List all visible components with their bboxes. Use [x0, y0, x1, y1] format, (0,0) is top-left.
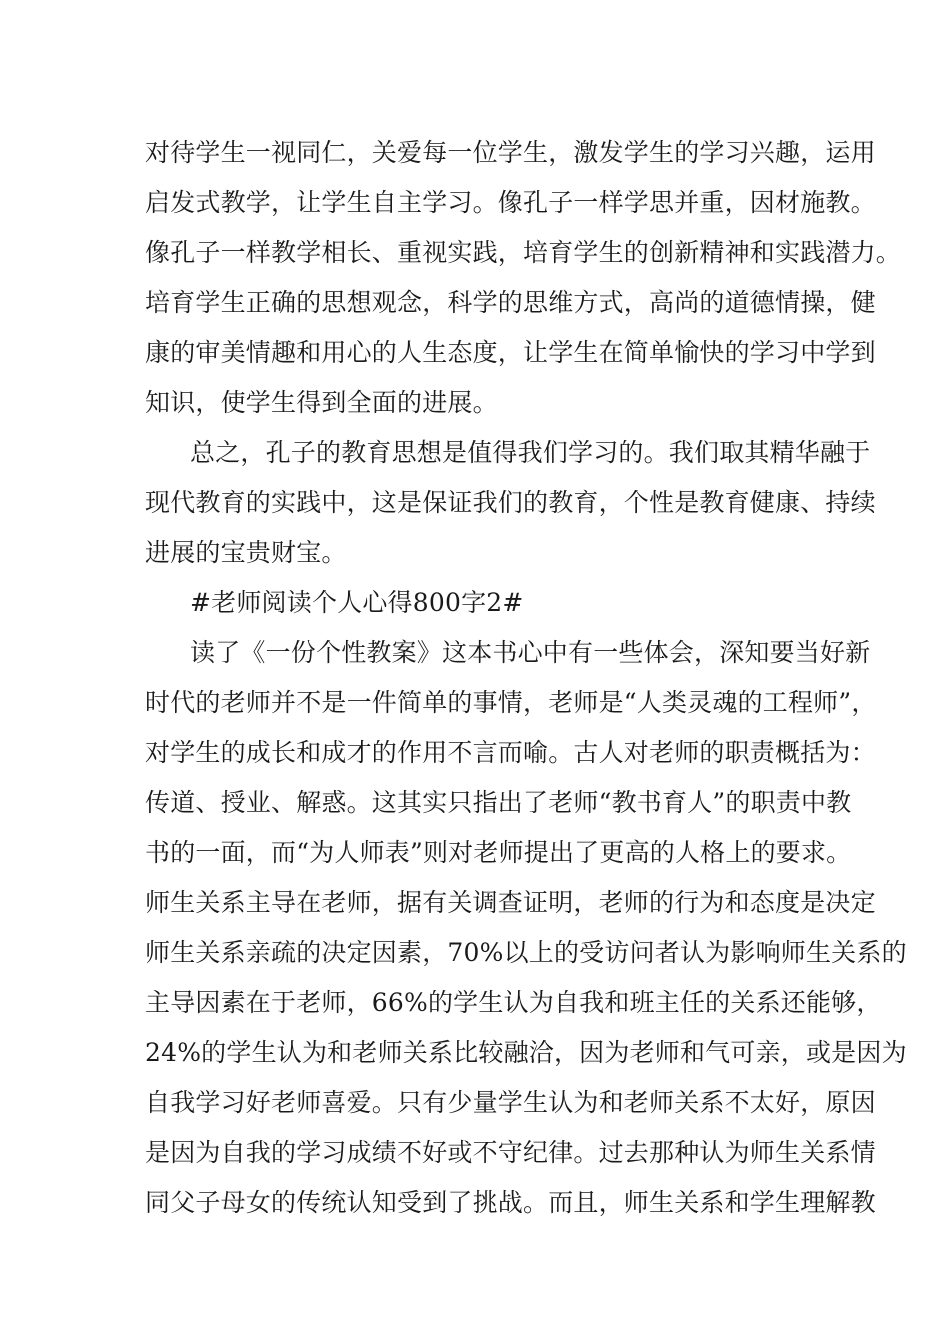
text-line: 像孔子一样教学相长、重视实践，培育学生的创新精神和实践潜力。 [145, 238, 902, 267]
text-line: 师生关系主导在老师，据有关调查证明，老师的行为和态度是决定 [145, 888, 876, 917]
text-line: 书的一面，而“为人师表”则对老师提出了更高的人格上的要求。 [145, 838, 852, 867]
text-line: 进展的宝贵财宝。 [145, 538, 347, 567]
text-line: 是因为自我的学习成绩不好或不守纪律。过去那种认为师生关系情 [145, 1138, 876, 1167]
text-line: 知识，使学生得到全面的进展。 [145, 388, 498, 417]
text-line: 主导因素在于老师，66%的学生认为自我和班主任的关系还能够， [145, 988, 882, 1017]
text-line: 培育学生正确的思想观念，科学的思维方式，高尚的道德情操，健 [145, 288, 876, 317]
text-line: 自我学习好老师喜爱。只有少量学生认为和老师关系不太好，原因 [145, 1088, 876, 1117]
text-line: 传道、授业、解惑。这其实只指出了老师“教书育人”的职责中教 [145, 788, 852, 817]
text-line: 现代教育的实践中，这是保证我们的教育，个性是教育健康、持续 [145, 488, 876, 517]
text-line: 对学生的成长和成才的作用不言而喻。古人对老师的职责概括为： [145, 738, 876, 767]
section-heading: #老师阅读个人心得800字2# [190, 588, 524, 617]
text-line: 24%的学生认为和老师关系比较融洽，因为老师和气可亲，或是因为 [145, 1038, 907, 1067]
text-line: 师生关系亲疏的决定因素，70%以上的受访问者认为影响师生关系的 [145, 938, 907, 967]
text-line: 时代的老师并不是一件简单的事情，老师是“人类灵魂的工程师”， [145, 688, 877, 717]
text-line: 对待学生一视同仁，关爱每一位学生，激发学生的学习兴趣，运用 [145, 138, 876, 167]
text-line: 读了《一份个性教案》这本书心中有一些体会，深知要当好新 [190, 638, 871, 667]
text-line: 启发式教学，让学生自主学习。像孔子一样学思并重，因材施教。 [145, 188, 876, 217]
text-line: 总之，孔子的教育思想是值得我们学习的。我们取其精华融于 [190, 438, 871, 467]
text-line: 同父子母女的传统认知受到了挑战。而且，师生关系和学生理解教 [145, 1188, 876, 1217]
text-line: 康的审美情趣和用心的人生态度，让学生在简单愉快的学习中学到 [145, 338, 876, 367]
